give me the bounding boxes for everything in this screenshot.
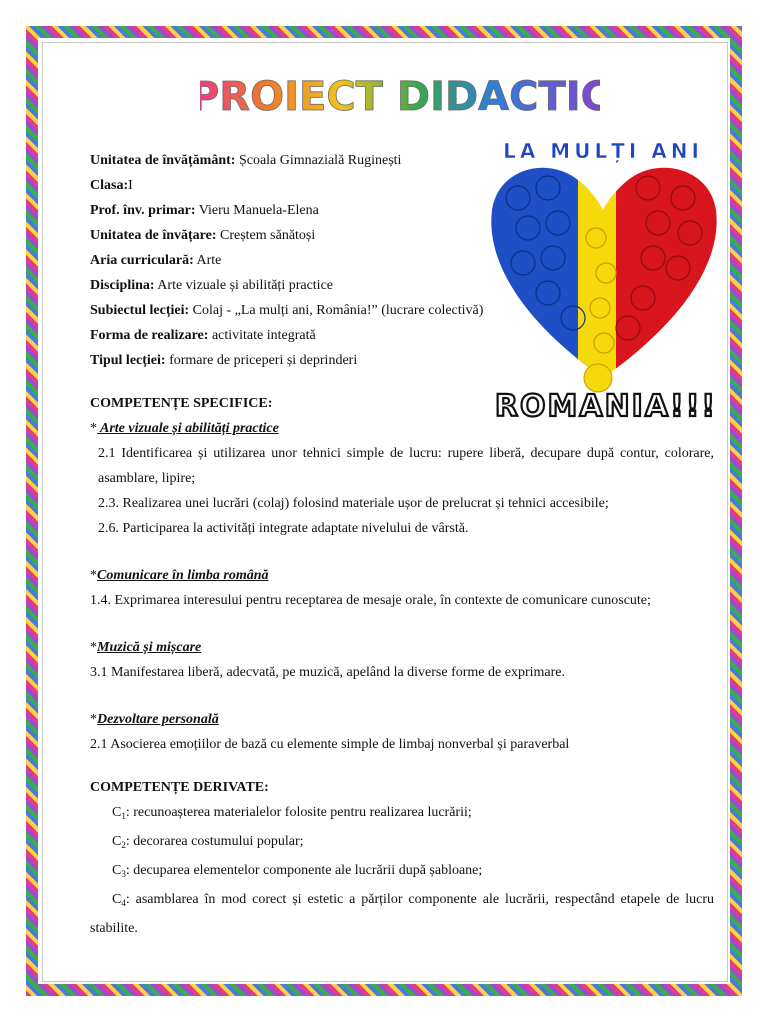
field-forma: Forma de realizare: activitate integrată <box>90 328 316 343</box>
field-clasa: Clasa:I <box>90 178 133 193</box>
section-comunicare: *Comunicare în limba română 1.4. Exprimarea interesului pentru receptarea de mesaje orale, în contexte de comunicare cunoscute; <box>90 563 714 613</box>
title-wordart <box>200 66 600 122</box>
list-item: 2.3. Realizarea unei lucrări (colaj) folosind materiale ușor de prelucrat și tehnici accesibile; <box>98 496 609 511</box>
page-title <box>200 66 600 122</box>
banner-text: LA MULȚI ANI <box>503 139 703 163</box>
arte-subheading: Arte vizuale și abilități practice <box>97 421 279 436</box>
document-body <box>90 148 714 941</box>
list-item: 1.4. Exprimarea interesului pentru receptarea de mesaje orale, în contexte de comunicare cunoscute; <box>90 593 651 608</box>
list-item: 2.6. Participarea la activități integrate adaptate nivelului de vârstă. <box>98 521 469 536</box>
info-fields <box>90 148 714 373</box>
field-subiectul: Subiectul lecției: Colaj - „La mulți ani, România!” (lucrare colectivă) <box>90 303 484 318</box>
comunicare-subheading: Comunicare în limba română <box>97 568 269 583</box>
muzica-subheading: Muzică și mișcare <box>97 640 202 655</box>
list-item: 2.1 Identificarea și utilizarea unor tehnici simple de lucru: rupere liberă, decupare după contur, colorare, asamblare, lipire; <box>98 446 714 486</box>
derived-list <box>90 800 714 941</box>
section-arte: * Arte vizuale și abilități practice 2.1 Identificarea și utilizarea unor tehnici simple de lucru: rupere liberă, decupare după contur, colorare, asamblare, lipire; 2.3. Realizarea unei lucrări (colaj) folosind materiale ușor de prelucrat și tehnici accesibile; 2.6. Participarea la activități integrate adaptate nivelului de vârstă. <box>90 416 714 541</box>
dezvoltare-subheading: Dezvoltare personală <box>97 712 219 727</box>
field-aria-curriculara: Aria curriculară: Arte <box>90 253 222 268</box>
list-item: $C_3$: decuparea elementelor componente ale lucrării după șabloane; <box>112 863 483 879</box>
list-item: 2.1 Asocierea emoțiilor de bază cu elemente simple de limbaj nonverbal și paraverbal <box>90 737 570 752</box>
field-profesor: Prof. înv. primar: Vieru Manuela-Elena <box>90 203 319 218</box>
derived-heading: COMPETENȚE DERIVATE: <box>90 780 269 795</box>
specific-heading: COMPETENȚE SPECIFICE: <box>90 396 273 411</box>
caption-text: ROMANIA!!! <box>494 389 718 424</box>
field-tipul: Tipul lecției: formare de priceperi și deprinderi <box>90 353 358 368</box>
list-item: 3.1 Manifestarea liberă, adecvată, pe muzică, apelând la diverse forme de exprimare. <box>90 665 565 680</box>
title-text: PROIECT DIDACTIC <box>200 74 600 120</box>
list-item: $C_4$: asamblarea în mod corect și estetic a părților componente ale lucrării, respectând etapele de lucru stabilite. <box>90 892 714 936</box>
section-muzica: *Muzică și mișcare 3.1 Manifestarea liberă, adecvată, pe muzică, apelând la diverse forme de exprimare. <box>90 635 714 685</box>
field-disciplina: Disciplina: Arte vizuale și abilități practice <box>90 278 334 293</box>
list-item: $C_1$: recunoașterea materialelor folosite pentru realizarea lucrării; <box>112 805 472 821</box>
field-unitatea-invatare: Unitatea de învățare: Creștem sănătoși <box>90 228 316 243</box>
section-dezvoltare: *Dezvoltare personală 2.1 Asocierea emoțiilor de bază cu elemente simple de limbaj nonverbal și paraverbal <box>90 707 714 757</box>
field-unitatea-invatamant: Unitatea de învățământ: Școala Gimnazială Ruginești <box>90 153 402 168</box>
list-item: $C_2$: decorarea costumului popular; <box>112 834 304 850</box>
